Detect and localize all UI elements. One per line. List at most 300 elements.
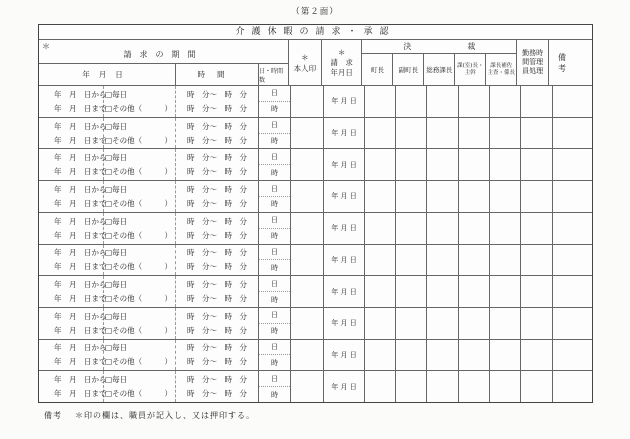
daily-checkbox[interactable]: □ — [105, 311, 113, 321]
other-option-close-paren: ） — [164, 230, 172, 240]
time-range-line2: 時 分～ 時 分 — [187, 325, 247, 335]
approval-cell-section-chief — [459, 371, 490, 402]
approval-cell-deputy-mayor — [396, 213, 427, 244]
other-option-text — [105, 166, 142, 177]
to-date-label: 年 月 日まで — [54, 325, 107, 335]
approver-header-general-affairs-chief — [424, 54, 455, 85]
other-checkbox[interactable]: □ — [105, 389, 113, 399]
other-checkbox[interactable]: □ — [105, 198, 113, 208]
other-checkbox[interactable]: □ — [105, 294, 113, 304]
time-range-cell — [176, 276, 259, 307]
request-period-label: 請求の期間 — [123, 50, 204, 59]
daily-option-label: 毎日 — [112, 184, 128, 194]
approval-cell-mayor — [365, 181, 396, 212]
approval-cell-general-affairs-chief — [427, 118, 458, 149]
days-hours-cell — [259, 276, 291, 307]
personal-seal-cell — [291, 118, 324, 149]
request-row — [39, 308, 592, 340]
daily-option — [105, 374, 172, 385]
daily-option-label: 毎日 — [112, 280, 128, 290]
request-row — [39, 118, 592, 150]
approval-cell-deputy-mayor — [396, 86, 427, 117]
time-range-cell — [176, 181, 259, 212]
daily-checkbox[interactable]: □ — [105, 184, 113, 194]
days-hours-cell — [259, 149, 291, 180]
pattern-checkbox-cell — [104, 149, 176, 180]
time-range-line2: 時 分～ 時 分 — [187, 135, 247, 145]
period-subheaders — [39, 64, 288, 85]
hours-unit: 時 — [271, 105, 278, 114]
request-date-column-header — [322, 40, 363, 85]
approval-band-header — [362, 40, 516, 54]
worktime-manager-cell — [521, 371, 553, 402]
approver-label: 町長 — [370, 65, 384, 74]
pattern-checkbox-cell — [104, 340, 176, 371]
approval-cell-deputy-mayor — [396, 181, 427, 212]
request-period-header — [39, 40, 288, 64]
time-range-line1: 時 分～ 時 分 — [187, 280, 247, 290]
time-range-line2: 時 分～ 時 分 — [187, 357, 247, 367]
approval-cell-general-affairs-chief — [427, 276, 458, 307]
days-unit: 日 — [259, 181, 290, 197]
approval-cell-assistant-chief — [490, 245, 521, 276]
other-option-close-paren: ） — [164, 389, 172, 399]
approval-cell-section-chief — [459, 213, 490, 244]
approver-columns — [362, 54, 516, 85]
approver-label-line2: 主幹 — [464, 69, 476, 76]
other-option — [105, 198, 172, 209]
approval-cell-deputy-mayor — [396, 308, 427, 339]
daily-option-label: 毎日 — [112, 343, 128, 353]
remarks-cell — [553, 86, 592, 117]
daily-option-label: 毎日 — [112, 89, 128, 99]
time-range-line1: 時 分～ 時 分 — [187, 248, 247, 258]
daily-option — [105, 152, 172, 163]
daily-option-label: 毎日 — [112, 311, 128, 321]
approval-cell-general-affairs-chief — [427, 181, 458, 212]
other-option — [105, 103, 172, 114]
approval-cell-section-chief — [459, 308, 490, 339]
personal-seal-cell — [291, 340, 324, 371]
time-range-line1: 時 分～ 時 分 — [187, 311, 247, 321]
other-option — [105, 261, 172, 272]
other-option-label: その他（ — [112, 103, 143, 113]
approver-header-section-chief — [455, 54, 486, 85]
remarks-cell — [553, 371, 592, 402]
request-date-cell: 年 月 日 — [324, 213, 365, 244]
worktime-manager-cell — [521, 340, 553, 371]
personal-seal-cell — [291, 181, 324, 212]
approval-cell-deputy-mayor — [396, 118, 427, 149]
time-range-line1: 時 分～ 時 分 — [187, 343, 247, 353]
other-checkbox[interactable]: □ — [105, 357, 113, 367]
date-range-cell — [39, 118, 107, 149]
time-range-cell — [176, 213, 259, 244]
days-unit: 日 — [259, 118, 290, 134]
approval-cell-general-affairs-chief — [427, 340, 458, 371]
to-date-label: 年 月 日まで — [54, 294, 107, 304]
other-option-label: その他（ — [112, 167, 143, 177]
days-hours-column-header: 日・時間数 — [259, 67, 284, 84]
pattern-checkbox-cell — [104, 213, 176, 244]
personal-seal-label: 本人印 — [293, 63, 317, 73]
from-date-label: 年 月 日から — [54, 248, 107, 258]
daily-checkbox[interactable]: □ — [105, 216, 113, 226]
daily-option — [105, 279, 172, 290]
personal-seal-cell — [291, 213, 324, 244]
approval-cell-section-chief — [459, 118, 490, 149]
days-hours-cell — [259, 308, 291, 339]
other-checkbox[interactable]: □ — [105, 230, 113, 240]
other-checkbox[interactable]: □ — [105, 325, 113, 335]
approval-cell-mayor — [365, 245, 396, 276]
worktime-manager-column-header — [517, 40, 549, 85]
approver-label-line2: 主査・係長 — [487, 69, 516, 76]
time-range-line1: 時 分～ 時 分 — [187, 375, 247, 385]
from-date-label: 年 月 日から — [54, 280, 107, 290]
to-date-label: 年 月 日まで — [54, 389, 107, 399]
request-row — [39, 181, 592, 213]
date-range-cell — [39, 276, 107, 307]
approval-cell-mayor — [365, 118, 396, 149]
from-date-label: 年 月 日から — [54, 343, 107, 353]
personal-seal-cell — [291, 276, 324, 307]
days-unit: 日 — [259, 308, 290, 324]
date-range-cell — [39, 245, 107, 276]
time-range-cell — [176, 340, 259, 371]
to-date-label: 年 月 日まで — [54, 357, 107, 367]
time-column-header: 時間 — [176, 64, 259, 85]
request-date-label-line1: 請 求 — [330, 57, 353, 67]
footer-note-label: 備考 — [44, 411, 62, 420]
other-option-close-paren: ） — [164, 325, 172, 335]
worktime-manager-cell — [521, 213, 553, 244]
request-date-cell: 年 月 日 — [324, 245, 365, 276]
date-range-cell — [39, 340, 107, 371]
remarks-cell — [553, 181, 592, 212]
personal-seal-column-header — [289, 40, 322, 85]
other-option-text — [105, 293, 142, 304]
to-date-label: 年 月 日まで — [54, 135, 107, 145]
time-range-line2: 時 分～ 時 分 — [187, 230, 247, 240]
approval-cell-mayor — [365, 276, 396, 307]
date-range-cell — [39, 181, 107, 212]
approval-cell-general-affairs-chief — [427, 308, 458, 339]
remarks-column-header: 備 考 — [558, 52, 592, 73]
approval-cell-mayor — [365, 213, 396, 244]
other-option-close-paren: ） — [164, 167, 172, 177]
request-date-cell: 年 月 日 — [324, 118, 365, 149]
other-checkbox[interactable]: □ — [105, 262, 113, 272]
days-unit: 日 — [259, 149, 290, 165]
approval-cell-section-chief — [459, 276, 490, 307]
pattern-checkbox-cell — [104, 276, 176, 307]
pattern-checkbox-cell — [104, 118, 176, 149]
approver-label-line1: 課長補佐 — [490, 62, 513, 69]
time-range-line2: 時 分～ 時 分 — [187, 262, 247, 272]
date-range-cell — [39, 149, 107, 180]
worktime-manager-label-line1: 勤務時 — [522, 49, 544, 57]
daily-checkbox[interactable]: □ — [105, 153, 113, 163]
time-range-line2: 時 分～ 時 分 — [187, 103, 247, 113]
time-range-cell — [176, 371, 259, 402]
other-checkbox[interactable]: □ — [105, 103, 113, 113]
days-unit: 日 — [259, 371, 290, 387]
approval-band-left-char: 決 — [403, 42, 412, 51]
hours-unit: 時 — [271, 168, 278, 177]
time-range-line1: 時 分～ 時 分 — [187, 153, 247, 163]
approver-label: 総務課長 — [426, 65, 453, 74]
approval-cell-mayor — [365, 86, 396, 117]
days-hours-cell — [259, 86, 291, 117]
days-unit: 日 — [259, 86, 290, 102]
from-date-label: 年 月 日から — [54, 184, 107, 194]
approval-cell-general-affairs-chief — [427, 213, 458, 244]
pattern-checkbox-cell — [104, 245, 176, 276]
pattern-checkbox-cell — [104, 181, 176, 212]
request-row — [39, 340, 592, 372]
time-range-cell — [176, 118, 259, 149]
time-range-line1: 時 分～ 時 分 — [187, 216, 247, 226]
hours-unit: 時 — [271, 358, 278, 367]
other-option-text — [105, 388, 142, 399]
approval-cell-section-chief — [459, 340, 490, 371]
time-range-cell — [176, 308, 259, 339]
other-option-label: その他（ — [112, 230, 143, 240]
time-range-cell — [176, 86, 259, 117]
daily-option-label: 毎日 — [112, 121, 128, 131]
days-unit: 日 — [259, 340, 290, 356]
other-option — [105, 230, 172, 241]
remarks-cell — [553, 340, 592, 371]
remarks-cell — [553, 276, 592, 307]
other-option-label: その他（ — [112, 357, 143, 367]
other-option-close-paren: ） — [164, 294, 172, 304]
to-date-label: 年 月 日まで — [54, 230, 107, 240]
personal-seal-cell — [291, 371, 324, 402]
daily-option — [105, 342, 172, 353]
request-row — [39, 149, 592, 181]
remarks-cell — [553, 213, 592, 244]
daily-option — [105, 121, 172, 132]
page-number: （第２面） — [291, 7, 339, 17]
approver-label: 副町長 — [398, 65, 419, 74]
footer-note-text: ＊印の欄は、職員が記入し、又は押印する。 — [75, 411, 255, 420]
other-option-text — [105, 135, 142, 146]
approval-cell-assistant-chief — [490, 340, 521, 371]
other-option-text — [105, 356, 142, 367]
request-row — [39, 371, 592, 402]
other-option-label: その他（ — [112, 294, 143, 304]
days-unit: 日 — [259, 213, 290, 229]
other-option-text — [105, 325, 142, 336]
approval-cell-assistant-chief — [490, 371, 521, 402]
days-unit: 日 — [259, 245, 290, 261]
footer-note — [44, 410, 255, 421]
other-option — [105, 356, 172, 367]
time-range-line2: 時 分～ 時 分 — [187, 389, 247, 399]
other-option-text — [105, 103, 142, 114]
other-option-label: その他（ — [112, 389, 143, 399]
other-checkbox[interactable]: □ — [105, 135, 113, 145]
approval-cell-deputy-mayor — [396, 149, 427, 180]
time-range-cell — [176, 149, 259, 180]
request-date-cell: 年 月 日 — [324, 371, 365, 402]
request-date-cell: 年 月 日 — [324, 340, 365, 371]
date-range-cell — [39, 86, 107, 117]
approval-cell-deputy-mayor — [396, 340, 427, 371]
daily-option-label: 毎日 — [112, 216, 128, 226]
other-option — [105, 166, 172, 177]
days-hours-cell — [259, 371, 291, 402]
approval-cell-assistant-chief — [490, 276, 521, 307]
approval-cell-mayor — [365, 371, 396, 402]
request-rows — [39, 86, 592, 402]
approval-cell-assistant-chief — [490, 86, 521, 117]
daily-checkbox[interactable]: □ — [105, 248, 113, 258]
time-range-line2: 時 分～ 時 分 — [187, 198, 247, 208]
worktime-manager-cell — [521, 245, 553, 276]
pattern-checkbox-cell — [104, 308, 176, 339]
to-date-label: 年 月 日まで — [54, 262, 107, 272]
worktime-manager-cell — [521, 308, 553, 339]
request-date-cell: 年 月 日 — [324, 181, 365, 212]
form-title: 介護休暇の請求・承認 — [39, 25, 592, 40]
time-range-line1: 時 分～ 時 分 — [187, 89, 247, 99]
hours-unit: 時 — [271, 136, 278, 145]
days-hours-cell — [259, 181, 291, 212]
approver-header-assistant-chief — [486, 54, 516, 85]
personal-seal-cell — [291, 308, 324, 339]
asterisk-mark: ＊ — [301, 52, 309, 62]
approval-cell-assistant-chief — [490, 149, 521, 180]
daily-option-label: 毎日 — [112, 375, 128, 385]
request-date-cell: 年 月 日 — [324, 276, 365, 307]
daily-checkbox[interactable]: □ — [105, 121, 113, 131]
daily-option — [105, 216, 172, 227]
approval-cell-general-affairs-chief — [427, 149, 458, 180]
other-option-close-paren: ） — [164, 198, 172, 208]
approval-header-group — [362, 40, 517, 85]
approval-cell-assistant-chief — [490, 118, 521, 149]
pattern-checkbox-cell — [104, 86, 176, 117]
time-range-line1: 時 分～ 時 分 — [187, 121, 247, 131]
time-range-line1: 時 分～ 時 分 — [187, 184, 247, 194]
from-date-label: 年 月 日から — [54, 216, 107, 226]
other-option — [105, 135, 172, 146]
approval-cell-mayor — [365, 308, 396, 339]
pattern-checkbox-cell — [104, 371, 176, 402]
other-option — [105, 293, 172, 304]
other-option-text — [105, 261, 142, 272]
daily-option — [105, 311, 172, 322]
request-date-label-line2: 年月日 — [330, 67, 353, 77]
other-option — [105, 325, 172, 336]
approver-header-deputy-mayor — [393, 54, 424, 85]
hours-unit: 時 — [271, 295, 278, 304]
other-option-text — [105, 198, 142, 209]
days-hours-cell — [259, 118, 291, 149]
approval-cell-deputy-mayor — [396, 276, 427, 307]
from-date-label: 年 月 日から — [54, 89, 107, 99]
hours-unit: 時 — [271, 263, 278, 272]
personal-seal-cell — [291, 86, 324, 117]
request-row — [39, 213, 592, 245]
from-date-label: 年 月 日から — [54, 153, 107, 163]
other-option — [105, 388, 172, 399]
other-option-label: その他（ — [112, 198, 143, 208]
other-option-label: その他（ — [112, 325, 143, 335]
approval-cell-assistant-chief — [490, 213, 521, 244]
daily-option — [105, 247, 172, 258]
daily-checkbox[interactable]: □ — [105, 375, 113, 385]
time-range-cell — [176, 245, 259, 276]
asterisk-mark: ＊ — [337, 47, 346, 57]
days-unit: 日 — [259, 276, 290, 292]
approval-band-right-char: 裁 — [467, 42, 476, 51]
worktime-manager-cell — [521, 118, 553, 149]
daily-option-label: 毎日 — [112, 248, 128, 258]
approval-cell-section-chief — [459, 181, 490, 212]
approval-cell-general-affairs-chief — [427, 245, 458, 276]
date-range-cell — [39, 308, 107, 339]
hours-unit: 時 — [271, 327, 278, 336]
daily-checkbox[interactable]: □ — [105, 280, 113, 290]
approval-cell-deputy-mayor — [396, 371, 427, 402]
approval-cell-section-chief — [459, 149, 490, 180]
request-date-cell: 年 月 日 — [324, 308, 365, 339]
worktime-manager-cell — [521, 276, 553, 307]
approver-header-mayor — [362, 54, 393, 85]
asterisk-mark: ＊ — [42, 42, 50, 51]
date-range-cell — [39, 213, 107, 244]
other-option-close-paren: ） — [164, 357, 172, 367]
request-row — [39, 276, 592, 308]
remarks-cell — [553, 245, 592, 276]
request-row — [39, 245, 592, 277]
care-leave-request-approval-table — [38, 24, 593, 403]
worktime-manager-label-line2: 間管理 — [522, 58, 544, 66]
worktime-manager-label-line3: 員処理 — [522, 67, 544, 75]
daily-checkbox[interactable]: □ — [105, 89, 113, 99]
request-row — [39, 86, 592, 118]
from-date-label: 年 月 日から — [54, 121, 107, 131]
daily-option-label: 毎日 — [112, 153, 128, 163]
remarks-cell — [553, 118, 592, 149]
from-date-label: 年 月 日から — [54, 375, 107, 385]
worktime-manager-cell — [521, 149, 553, 180]
date-column-header: 年月日 — [39, 64, 176, 85]
worktime-manager-cell — [521, 86, 553, 117]
hours-unit: 時 — [271, 200, 278, 209]
remarks-cell — [553, 308, 592, 339]
date-range-cell — [39, 371, 107, 402]
personal-seal-cell — [291, 149, 324, 180]
days-hours-cell — [259, 213, 291, 244]
daily-checkbox[interactable]: □ — [105, 343, 113, 353]
approval-cell-mayor — [365, 340, 396, 371]
time-range-line2: 時 分～ 時 分 — [187, 294, 247, 304]
other-option-close-paren: ） — [164, 135, 172, 145]
days-hours-cell — [259, 245, 291, 276]
request-date-cell: 年 月 日 — [324, 149, 365, 180]
days-hours-cell — [259, 340, 291, 371]
request-period-header-group — [39, 40, 289, 85]
other-option-text — [105, 230, 142, 241]
hours-unit: 時 — [271, 390, 278, 399]
other-checkbox[interactable]: □ — [105, 167, 113, 177]
to-date-label: 年 月 日まで — [54, 103, 107, 113]
